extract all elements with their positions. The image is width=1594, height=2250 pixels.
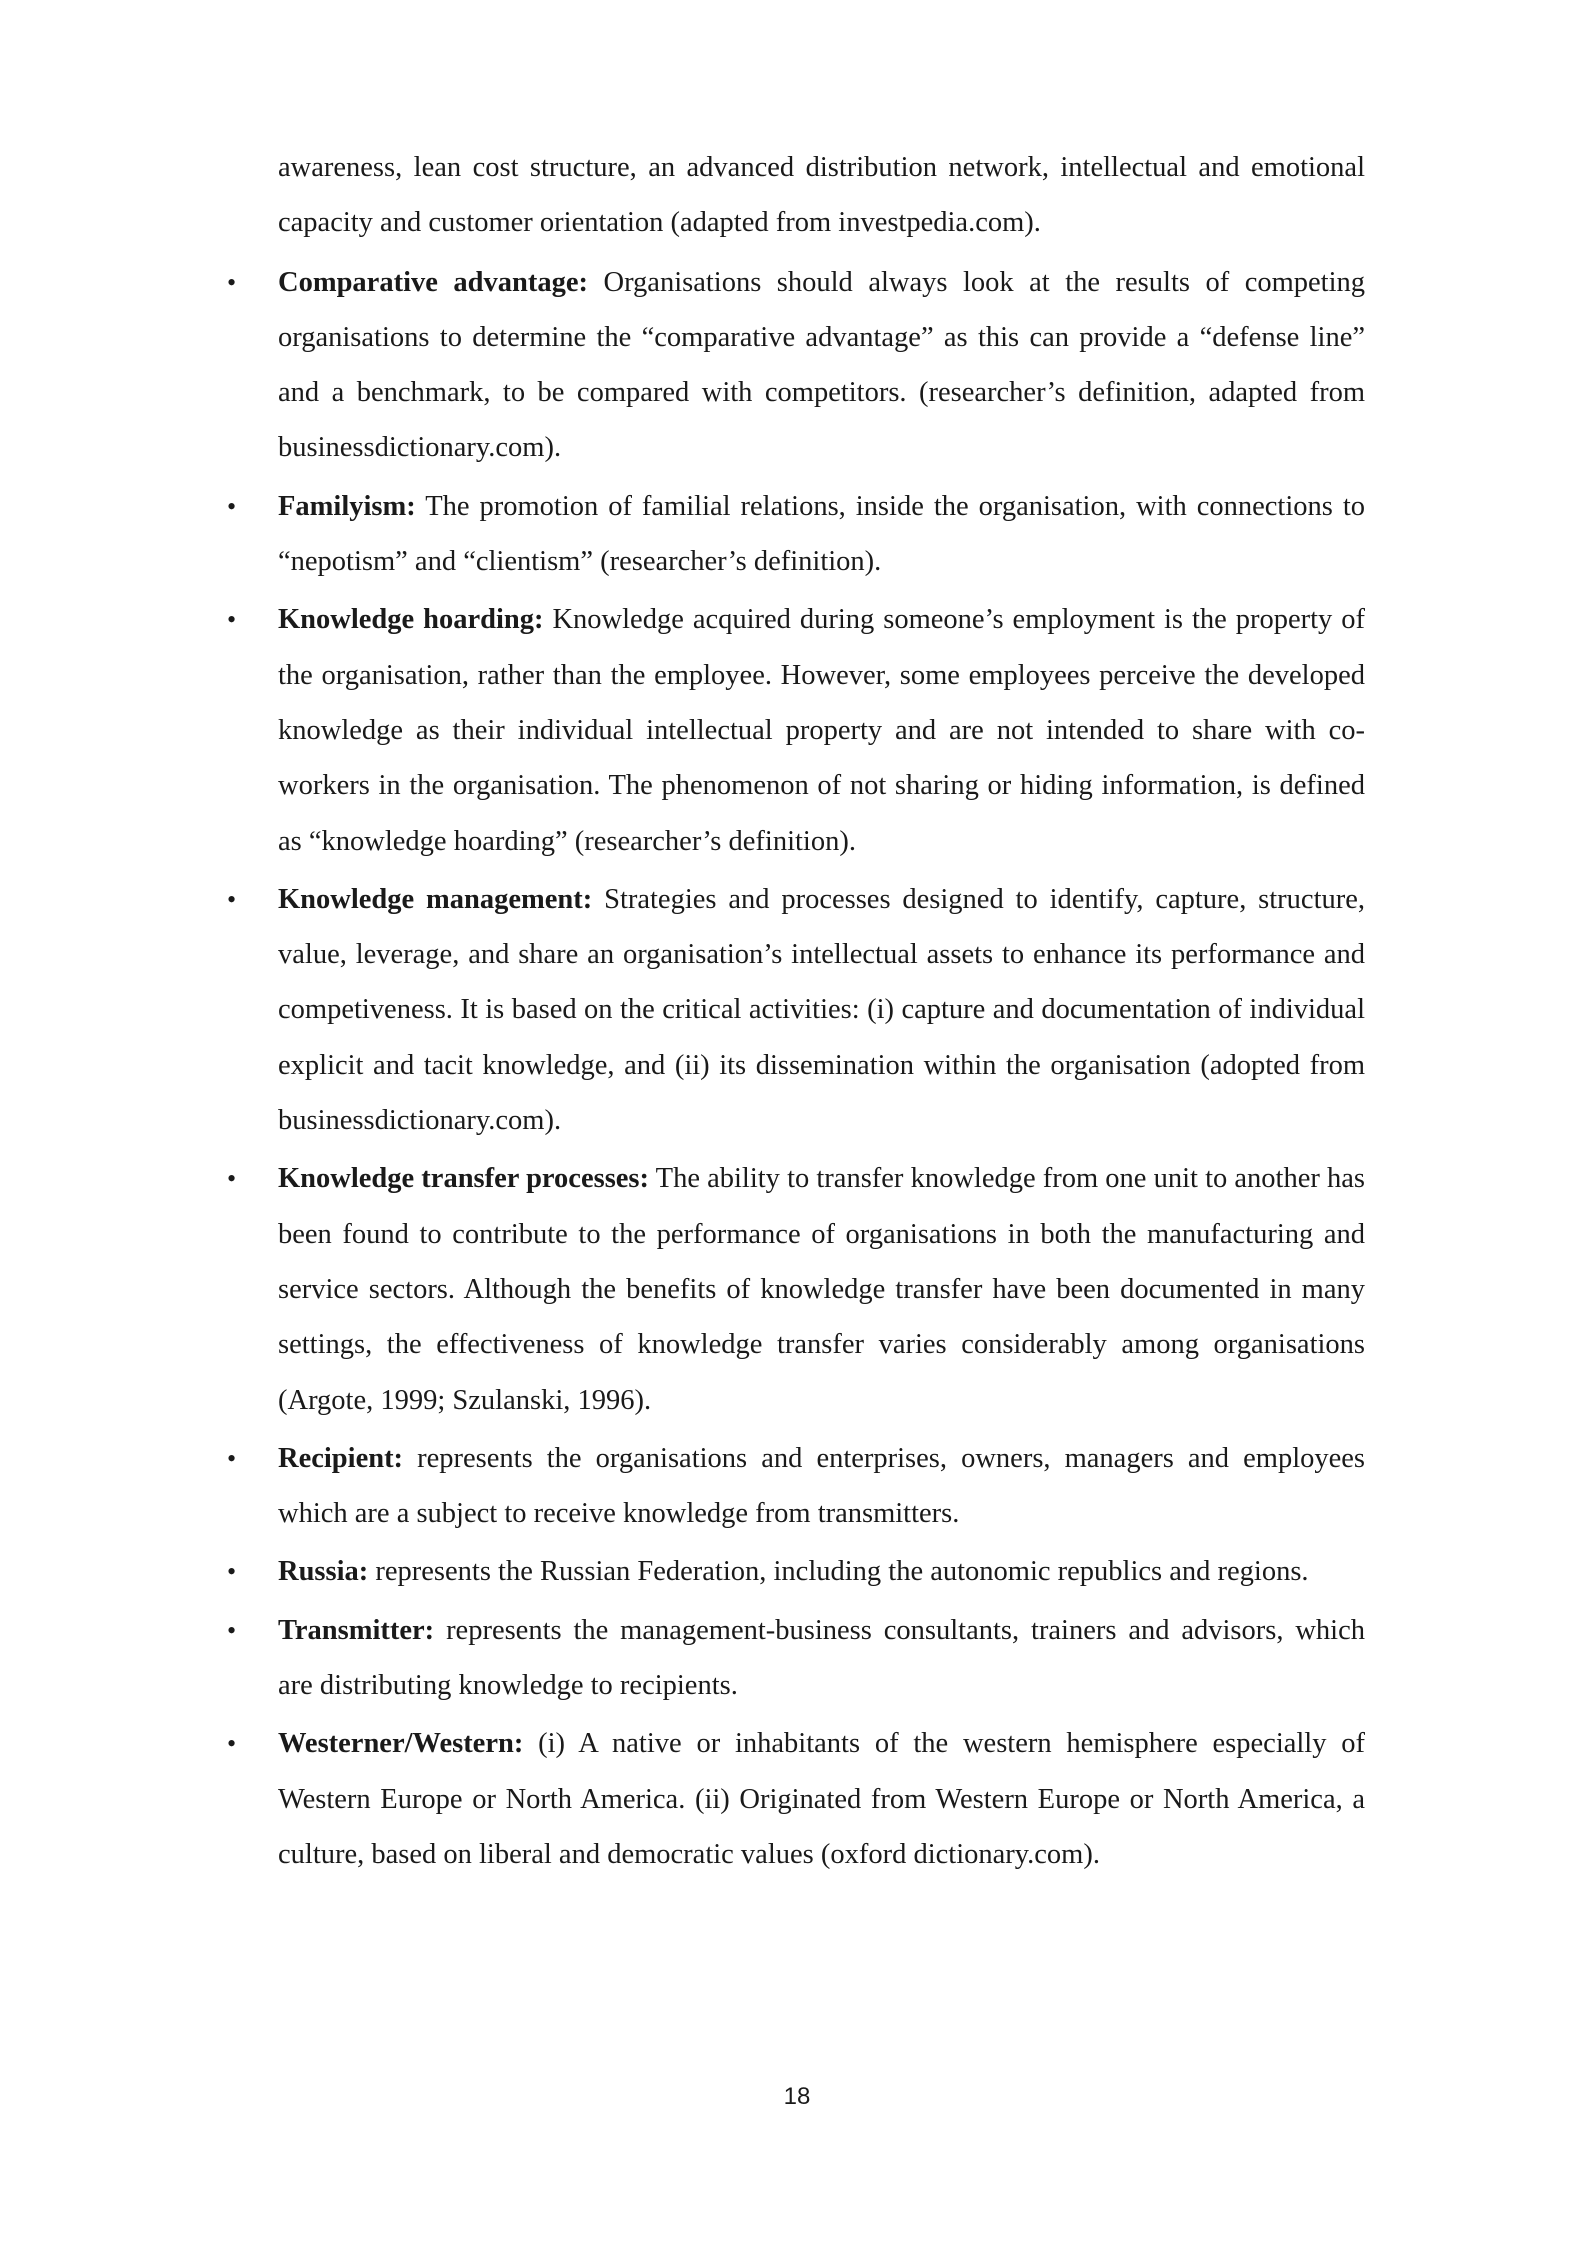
bullet-icon: • <box>227 1557 237 1587</box>
bullet-icon: • <box>227 605 237 635</box>
definition-term: Recipient: <box>278 1442 404 1474</box>
definition-text: (i) A native or inhabitants of the western hemisphere especially of Western Europe or North America. (ii) Originated from Western Europe or North America, a culture, based on liberal and democratic values (oxford dictionary.com). <box>278 1728 1365 1870</box>
definition-item <box>227 1544 1365 1599</box>
page-number: 18 <box>783 2083 811 2110</box>
definition-item <box>227 1151 1365 1427</box>
definition-text: represents the management-business consultants, trainers and advisors, which are distributing knowledge to recipients. <box>278 1614 1365 1702</box>
definition-term: Westerner/Western: <box>278 1728 524 1760</box>
definition-item <box>227 255 1366 476</box>
definition-item <box>227 592 1365 868</box>
definition-term: Russia: <box>278 1556 369 1588</box>
bullet-icon: • <box>227 884 237 914</box>
bullet-icon: • <box>227 491 237 521</box>
definition-term: Transmitter: <box>278 1614 435 1646</box>
definition-item <box>227 872 1365 1148</box>
definition-text: represents the organisations and enterprises, owners, managers and employees which are a subject to receive knowledge from transmitters. <box>278 1442 1366 1530</box>
definition-text: represents the Russian Federation, including the autonomic republics and regions. <box>375 1556 1309 1588</box>
bullet-icon: • <box>227 1729 237 1759</box>
bullet-icon: • <box>227 1164 237 1194</box>
definition-term: Comparative advantage: <box>278 266 588 298</box>
definition-item <box>227 1716 1365 1882</box>
definition-text: Organisations should always look at the results of competing organisations to determine the “comparative advantage” as this can provide a “defense line” and a benchmark, to be compared with competitors. (researcher’s definition, adapted from businessdictionary.com). <box>278 266 1366 464</box>
definition-term: Familyism: <box>278 490 416 522</box>
definitions-list <box>227 255 1366 1883</box>
page-content <box>227 140 1366 1885</box>
definition-item <box>227 1603 1365 1714</box>
definition-term: Knowledge hoarding: <box>278 604 544 636</box>
definition-item <box>227 479 1365 590</box>
definition-text: The promotion of familial relations, inside the organisation, with connections to “nepotism” and “clientism” (researcher’s definition). <box>278 490 1365 578</box>
definition-item <box>227 1431 1366 1542</box>
definition-text: Knowledge acquired during someone’s employment is the property of the organisation, rather than the employee. However, some employees perceive the developed knowledge as their individual intellectual property and are not intended to share with co-workers in the organisation. The phenomenon of not sharing or hiding information, is defined as “knowledge hoarding” (researcher’s definition). <box>278 604 1365 857</box>
definition-term: Knowledge transfer processes: <box>278 1163 650 1195</box>
bullet-icon: • <box>227 267 237 297</box>
bullet-icon: • <box>227 1443 237 1473</box>
definition-term: Knowledge management: <box>278 883 593 915</box>
definition-text: Strategies and processes designed to identify, capture, structure, value, leverage, and share an organisation’s intellectual assets to enhance its performance and competiveness. It is based on the critical activities: (i) capture and documentation of individual explicit and tacit knowledge, and (ii) its dissemination within the organisation (adopted from businessdictionary.com). <box>278 883 1365 1137</box>
bullet-icon: • <box>227 1615 237 1645</box>
intro-paragraph: awareness, lean cost structure, an advanced distribution network, intellectual and emotional capacity and customer orientation (adapted from investpedia.com). <box>278 152 1365 239</box>
definition-text: The ability to transfer knowledge from one unit to another has been found to contribute to the performance of organisations in both the manufacturing and service sectors. Although the benefits of knowledge transfer have been documented in many settings, the effectiveness of knowledge transfer varies considerably among organisations (Argote, 1999; Szulanski, 1996). <box>278 1163 1365 1416</box>
